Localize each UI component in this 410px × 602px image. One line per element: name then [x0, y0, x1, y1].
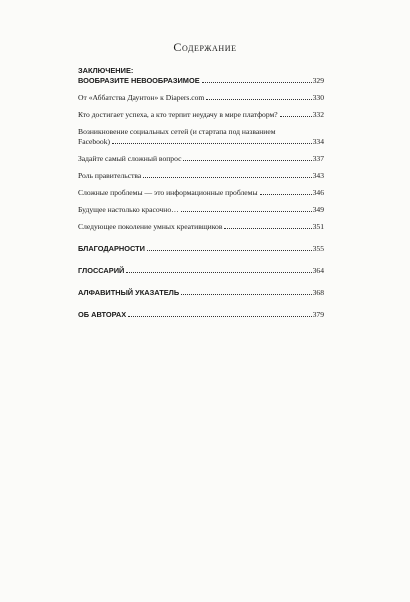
toc-page-number: 349 — [312, 205, 324, 214]
toc-page-number: 334 — [312, 137, 324, 146]
leader-dots — [280, 116, 312, 117]
leader-dots — [147, 250, 312, 251]
toc-entry-label: Будущее настолько красочно… — [78, 205, 179, 214]
leader-dots — [206, 99, 311, 100]
leader-dots — [128, 316, 311, 317]
toc-page-number: 329 — [312, 76, 324, 85]
toc-entry-label: Роль правительства — [78, 171, 142, 180]
page-title: Содержание — [173, 40, 237, 54]
toc-page-number: 346 — [312, 188, 324, 197]
toc-entry[interactable] — [78, 188, 324, 198]
toc-entry-index[interactable] — [78, 288, 324, 298]
toc-entry[interactable] — [78, 154, 324, 164]
table-of-contents — [78, 66, 324, 320]
toc-entry-label: Задайте самый сложный вопрос — [78, 154, 182, 163]
toc-entry[interactable] — [78, 222, 324, 232]
leader-dots — [183, 160, 311, 161]
leader-dots — [181, 294, 311, 295]
leader-dots — [126, 272, 311, 273]
leader-dots — [260, 194, 312, 195]
toc-entry-about-authors[interactable] — [78, 310, 324, 320]
leader-dots — [143, 177, 311, 178]
leader-dots — [112, 143, 312, 144]
toc-page-number: 368 — [312, 288, 324, 297]
toc-entry-label: ОБ АВТОРАХ — [78, 310, 127, 319]
toc-page-number: 337 — [312, 154, 324, 163]
toc-page-number: 379 — [312, 310, 324, 319]
toc-page-number: 355 — [312, 244, 324, 253]
toc-entry-label-line1: Возникновение социальных сетей (и стартапа под названием — [78, 127, 276, 136]
toc-entry-label: Facebook) — [78, 137, 111, 146]
toc-entry[interactable] — [78, 110, 324, 120]
toc-entry[interactable] — [78, 127, 324, 147]
leader-dots — [181, 211, 312, 212]
toc-entry-label-line1: ЗАКЛЮЧЕНИЕ: — [78, 66, 134, 75]
toc-entry-label: От «Аббатства Даунтон» к Diapers.com — [78, 93, 205, 102]
toc-page-number: 330 — [312, 93, 324, 102]
toc-entry-glossary[interactable] — [78, 266, 324, 276]
toc-entry[interactable] — [78, 205, 324, 215]
toc-entry-label: БЛАГОДАРНОСТИ — [78, 244, 145, 253]
toc-entry-label: Кто достигает успеха, а кто терпит неудачу в мире платформ? — [78, 110, 278, 119]
toc-entry-label: Следующее поколение умных креативщиков — [78, 222, 223, 231]
toc-entry[interactable] — [78, 171, 324, 181]
leader-dots — [202, 82, 312, 83]
toc-page-number: 343 — [312, 171, 324, 180]
leader-dots — [224, 228, 311, 229]
toc-entry-label: ВООБРАЗИТЕ НЕВООБРАЗИМОЕ — [78, 76, 200, 85]
toc-entry-conclusion[interactable] — [78, 66, 324, 86]
toc-entry-label: АЛФАВИТНЫЙ УКАЗАТЕЛЬ — [78, 288, 180, 297]
toc-entry-acknowledgements[interactable] — [78, 244, 324, 254]
toc-entry[interactable] — [78, 93, 324, 103]
toc-entry-label: ГЛОССАРИЙ — [78, 266, 125, 275]
toc-entry-label: Сложные проблемы — это информационные проблемы — [78, 188, 258, 197]
toc-page-number: 332 — [312, 110, 324, 119]
toc-page-number: 351 — [312, 222, 324, 231]
toc-page-number: 364 — [312, 266, 324, 275]
